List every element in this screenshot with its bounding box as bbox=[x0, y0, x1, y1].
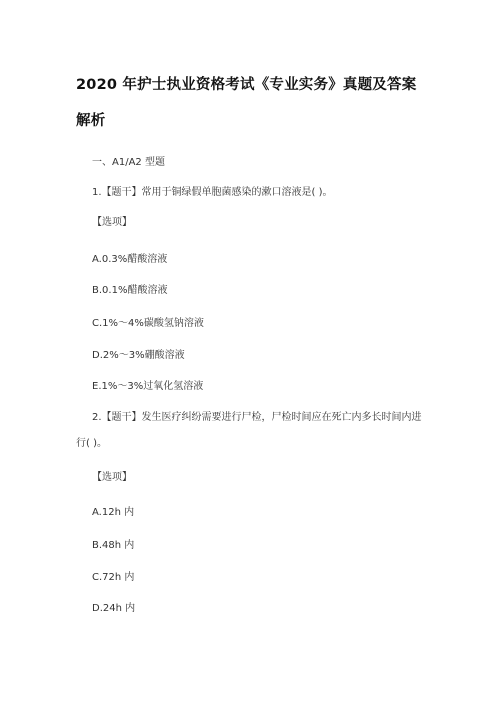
question-2-stem-line-2: 行( )。 bbox=[76, 438, 107, 449]
document-title-line-1: 2020 年护士执业资格考试《专业实务》真题及答案 bbox=[76, 77, 417, 93]
section-heading: 一、A1/A2 型题 bbox=[92, 157, 165, 168]
question-1-option-e: E.1%～3%过氧化氢溶液 bbox=[92, 381, 204, 392]
question-2-options-label: 【选项】 bbox=[92, 472, 132, 483]
question-2-option-c: C.72h 内 bbox=[92, 572, 135, 583]
question-2-option-d: D.24h 内 bbox=[92, 603, 136, 614]
question-1-option-d: D.2%～3%硼酸溶液 bbox=[92, 350, 185, 361]
question-2-option-a: A.12h 内 bbox=[92, 507, 135, 518]
question-1-options-label: 【选项】 bbox=[92, 217, 132, 228]
question-2-option-b: B.48h 内 bbox=[92, 540, 135, 551]
question-1-option-a: A.0.3%醋酸溶液 bbox=[92, 254, 168, 265]
document-title-line-2: 解析 bbox=[76, 113, 106, 129]
question-2-stem-line-1: 2.【题干】发生医疗纠纷需要进行尸检，尸检时间应在死亡内多长时间内进 bbox=[92, 412, 422, 423]
question-1-option-b: B.0.1%醋酸溶液 bbox=[92, 285, 168, 296]
question-1-stem: 1.【题干】常用于铜绿假单胞菌感染的漱口溶液是( )。 bbox=[92, 187, 333, 198]
question-1-option-c: C.1%～4%碳酸氢钠溶液 bbox=[92, 318, 204, 329]
